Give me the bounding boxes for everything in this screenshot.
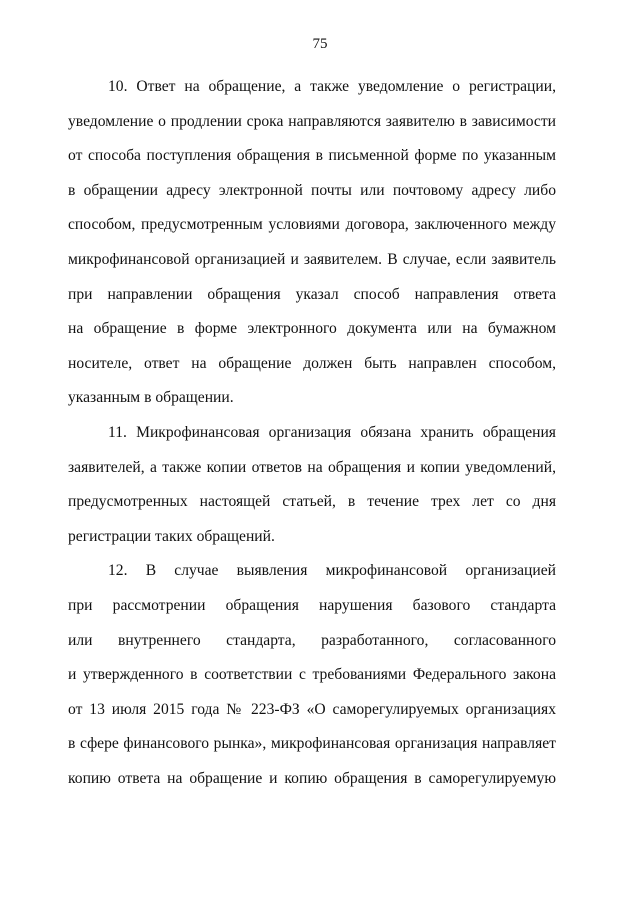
text-line: от 13 июля 2015 года № 223-ФЗ «О саморегулируемых организациях xyxy=(68,700,556,718)
text-line: заявителей, а также копии ответов на обращения и копии уведомлений, xyxy=(68,458,556,476)
text-line: 11. Микрофинансовая организация обязана хранить обращения xyxy=(108,423,556,441)
text-line: 10. Ответ на обращение, а также уведомление о регистрации, xyxy=(108,78,556,95)
text-line: в обращении адресу электронной почты или почтовому адресу либо xyxy=(68,181,556,199)
text-line: 12. В случае выявления микрофинансовой организацией xyxy=(108,562,556,580)
paragraph-12 xyxy=(68,554,556,796)
text-line: в сфере финансового рынка», микрофинансовая организация направляет xyxy=(68,735,556,753)
text-line: при рассмотрении обращения нарушения базового стандарта xyxy=(68,596,556,614)
document-body xyxy=(68,70,556,796)
paragraph-10 xyxy=(68,70,556,416)
text-line: от способа поступления обращения в письменной форме по указанным xyxy=(68,147,556,165)
text-line: при направлении обращения указал способ направления ответа xyxy=(68,285,556,303)
text-line: носителе, ответ на обращение должен быть направлен способом, xyxy=(68,354,556,372)
text-line: способом, предусмотренным условиями договора, заключенного между xyxy=(68,216,556,234)
paragraph-11 xyxy=(68,416,556,554)
text-line: микрофинансовой организацией и заявителем. В случае, если заявитель xyxy=(68,250,556,268)
text-line: на обращение в форме электронного документа или на бумажном xyxy=(68,320,556,338)
page-number: 75 xyxy=(312,36,328,52)
text-line: регистрации таких обращений. xyxy=(68,527,275,545)
text-line: указанным в обращении. xyxy=(68,389,234,407)
text-line: уведомление о продлении срока направляются заявителю в зависимости xyxy=(68,112,556,130)
text-line: или внутреннего стандарта, разработанного, согласованного xyxy=(68,631,556,649)
text-line: предусмотренных настоящей статьей, в течение трех лет со дня xyxy=(68,493,556,511)
text-line: и утвержденного в соответствии с требованиями Федерального закона xyxy=(68,666,556,684)
text-line: копию ответа на обращение и копию обращения в саморегулируемую xyxy=(68,769,556,787)
